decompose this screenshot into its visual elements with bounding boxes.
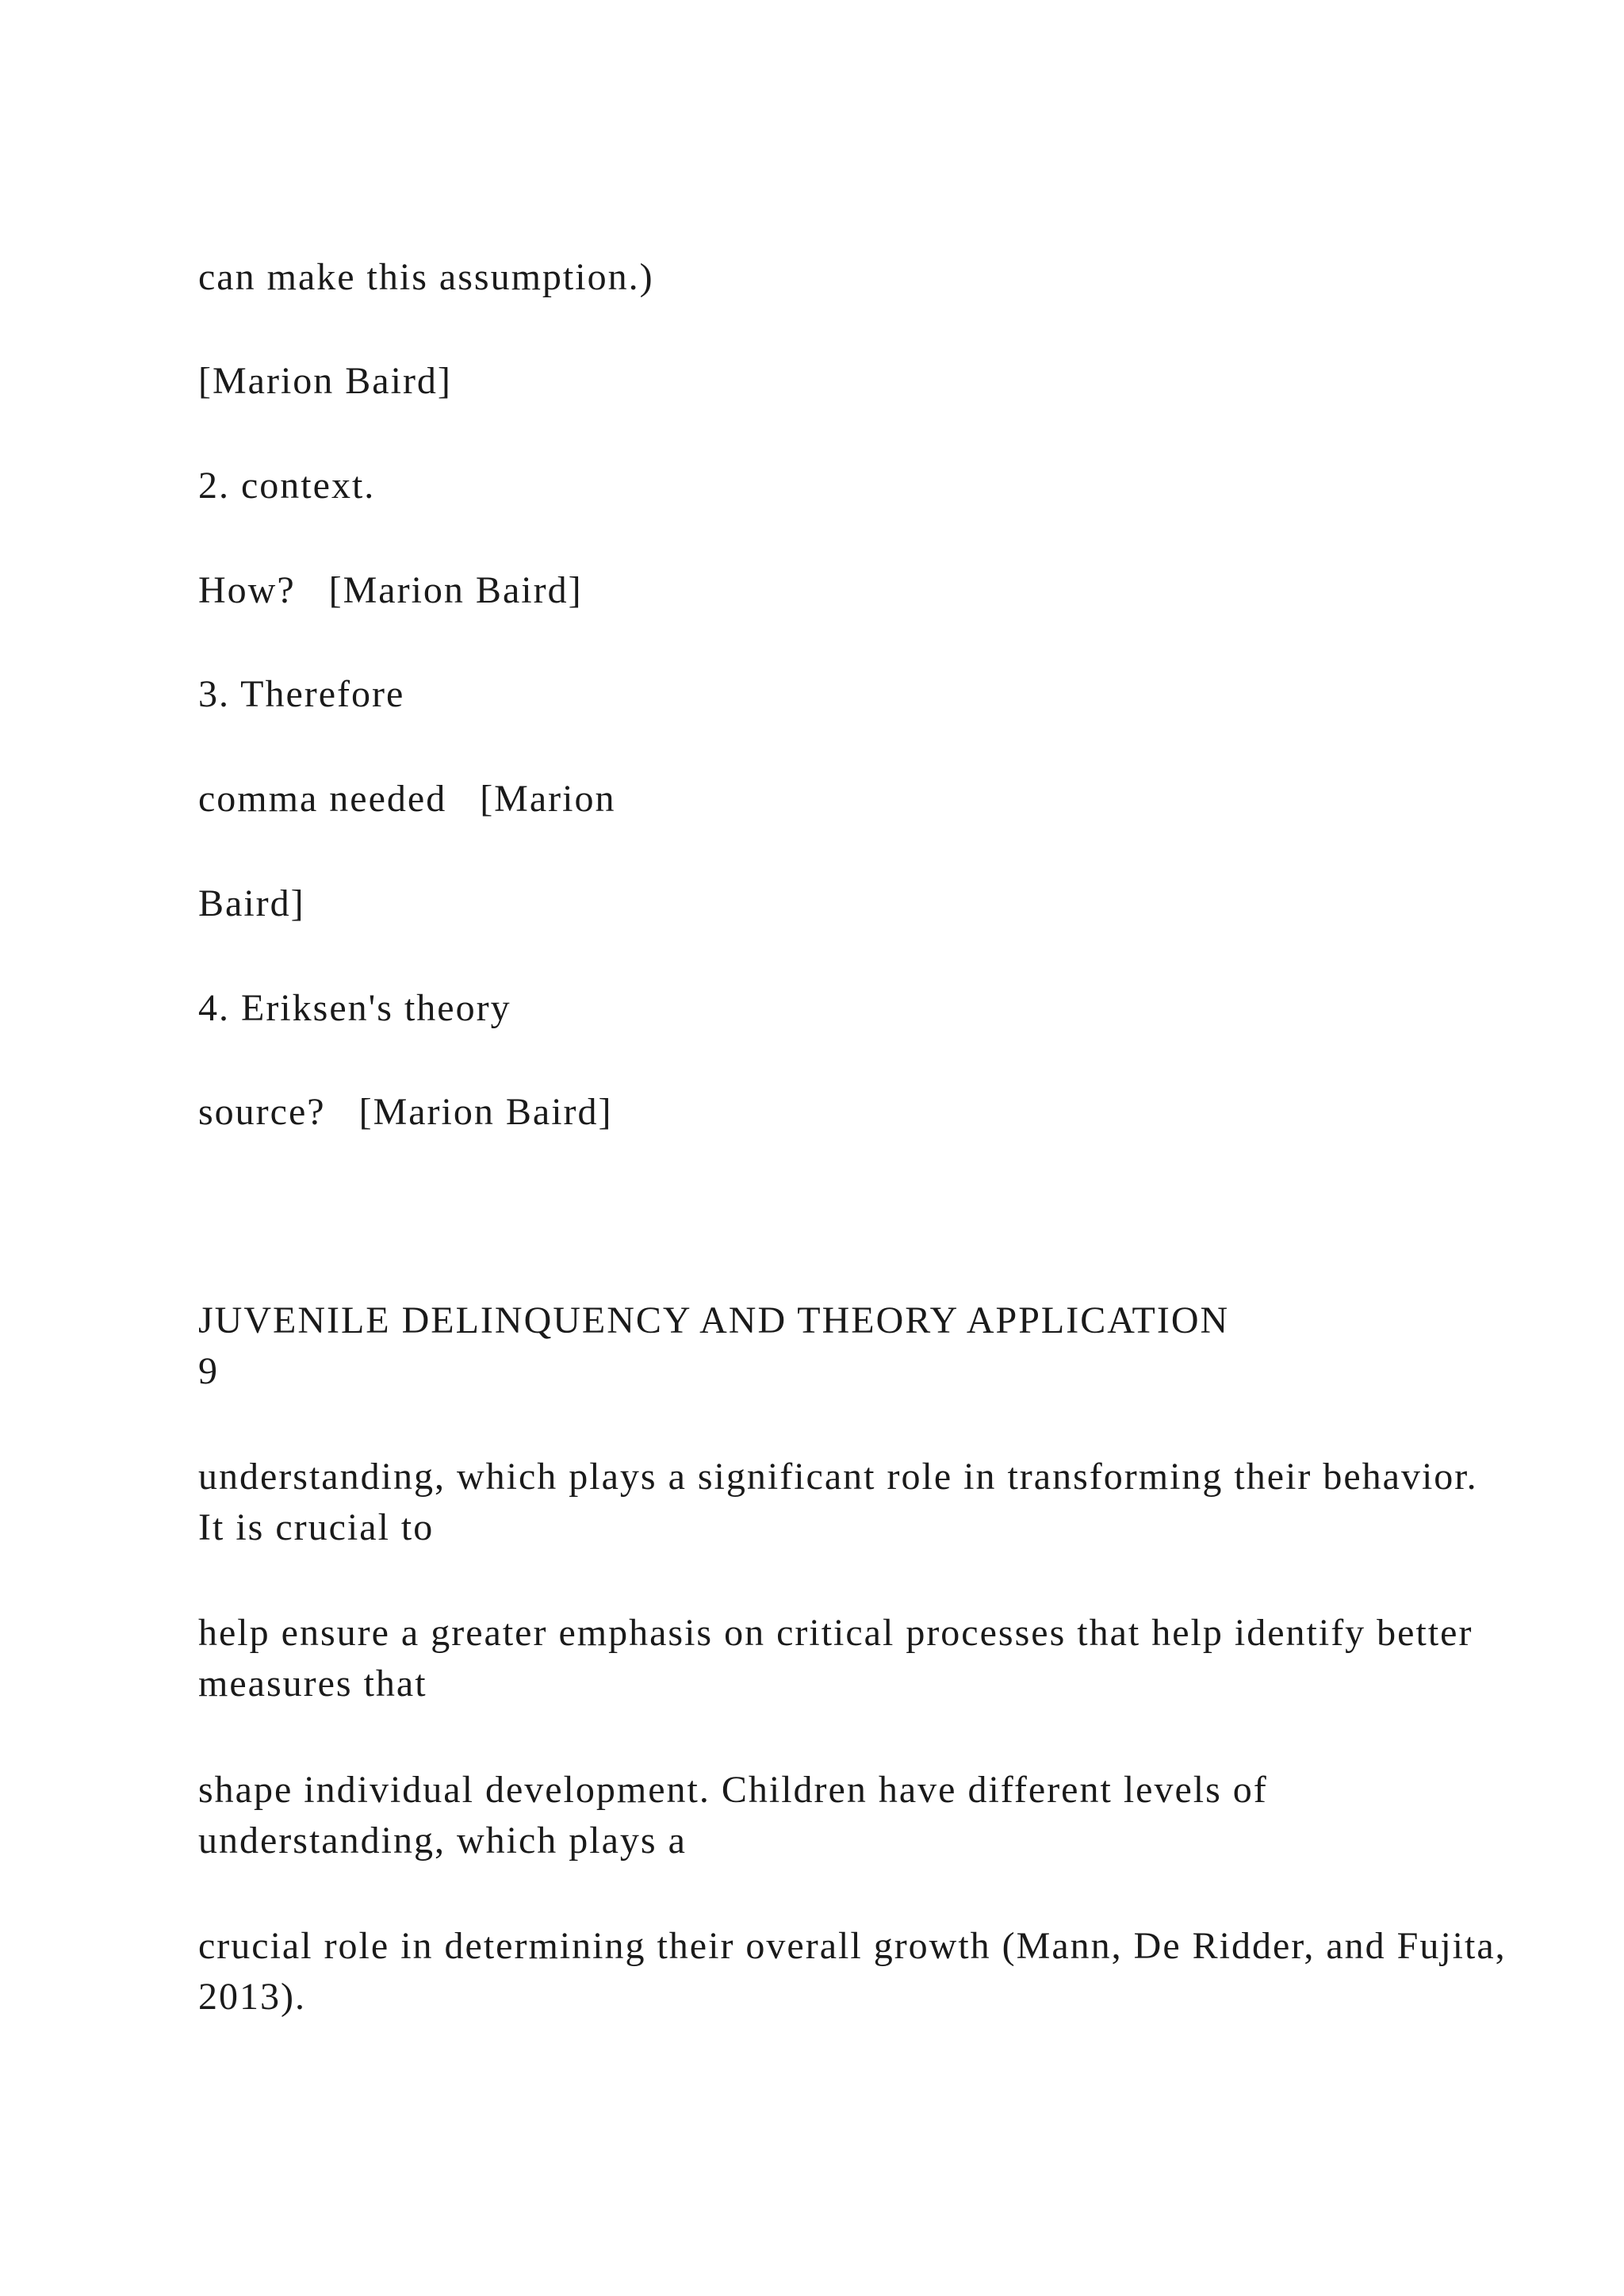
comment-line: source? [Marion Baird] [198, 1091, 613, 1133]
comment-line: 3. Therefore [198, 673, 405, 715]
running-head: JUVENILE DELINQUENCY AND THEORY APPLICATION [198, 1299, 1230, 1341]
body-paragraph: understanding, which plays a significant role in transforming their behavior. It is crucial to [198, 1456, 1478, 1548]
comment-line: 4. Eriksen's theory [198, 987, 511, 1029]
body-paragraph: crucial role in determining their overall growth (Mann, De Ridder, and Fujita, 2013). [198, 1925, 1507, 2018]
comment-line: 2. context. [198, 465, 376, 507]
page-number: 9 [198, 1350, 219, 1392]
comment-line: comma needed [Marion [198, 778, 616, 820]
comment-line: [Marion Baird] [198, 360, 452, 402]
comment-line: How? [Marion Baird] [198, 569, 583, 611]
body-paragraph: help ensure a greater emphasis on critical processes that help identify better measures that [198, 1612, 1473, 1705]
body-paragraph: shape individual development. Children have different levels of understanding, which plays a [198, 1769, 1268, 1862]
comment-line: Baird] [198, 882, 305, 924]
comment-line: can make this assumption.) [198, 256, 654, 298]
